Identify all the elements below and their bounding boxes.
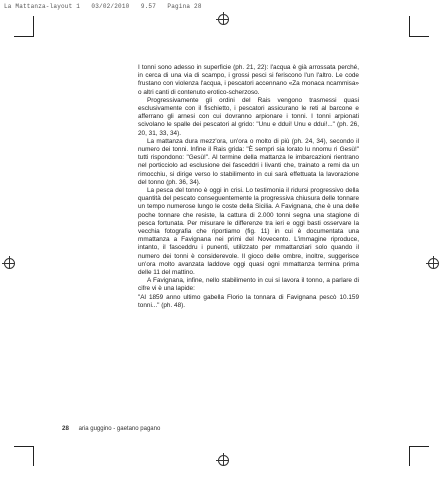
print-slug: La Mattanza-layout 1 03/02/2010 9.57 Pagina 28 bbox=[4, 3, 202, 10]
running-footer-authors: aria guggino - gaetano pagano bbox=[78, 426, 161, 432]
page-number: 28 bbox=[62, 425, 69, 432]
paragraph: Progressivamente gli ordini del Rais vengono trasmessi quasi esclusivamente con il fischietto, i pescatori assicurano le reti al barcone e afferrano gli arnesi con cui dovranno arpionare i tonni. I tonni arpionati scivolano le spalle dei pescatori al grido: "Unu e ddui! Unu e ddui!..." (ph. 26, 20, 31, 33, 34). bbox=[138, 96, 359, 137]
page-footer bbox=[62, 425, 160, 432]
paragraph: A Favignana, infine, nello stabilimento in cui si lavora il tonno, a parlare di cifre vi è una lapide: bbox=[138, 277, 359, 293]
paragraph: La mattanza dura mezz'ora, un'ora o molto di più (ph. 24, 34), secondo il numero dei tonni. Infine il Rais grida: "È sempri sia lorato lu nnomu ri Gesù!" tutti rispondono: "Gesù!". Al termine della mattanza le imbarcazioni rientrano nel porticciolo ad esclusione dei fasceddri i livanti che, trainato a remi da un rimocchiu, si dirige verso lo stabilimento in cui sarà effettuata la lavorazione del tonno (ph. 36, 34). bbox=[138, 137, 359, 186]
paragraph: La pesca del tonno è oggi in crisi. Lo testimonia il ridursi progressivo della quantità del pescato conseguentemente la progressiva chiusura delle tonnare un tempo numerose lungo le coste della Sicilia. A Favignana, che è una delle poche tonnare che resiste, la cattura di 2.000 tonni segna una stagione di pesca fortunata. Per misurare le differenze tra ieri e oggi basti osservare la vecchia fotografia che riportiamo (fig. 11) in cui è documentata una mmattanza a Favignana nei primi del Novecento. L'immagine riproduce, intanto, il fasceddru i punenti, utilizzato per mmattanziari solo quando il numero dei tonni è considerevole. Il gioco delle ombre, inoltre, suggerisce un'ora molto avanzata laddove oggi quasi ogni mmattanza termina prima delle 11 del mattino. bbox=[138, 187, 359, 277]
paragraph: I tonni sono adesso in superficie (ph. 21, 22): l'acqua è già arrossata perché, in cerca di una via di scampo, i grossi pesci si feriscono l'un l'altro. Le code frustano con violenza l'acqua, i pescatori accennano «Za monaca ncammisa» o altri canti di contenuto erotico-scherzoso. bbox=[138, 64, 359, 96]
quoted-inscription: "Al 1859 anno ultimo gabella Florio la tonnara di Favignana pescò 10.159 tonni..." (ph. 48). bbox=[138, 293, 359, 309]
body-text bbox=[138, 64, 359, 310]
